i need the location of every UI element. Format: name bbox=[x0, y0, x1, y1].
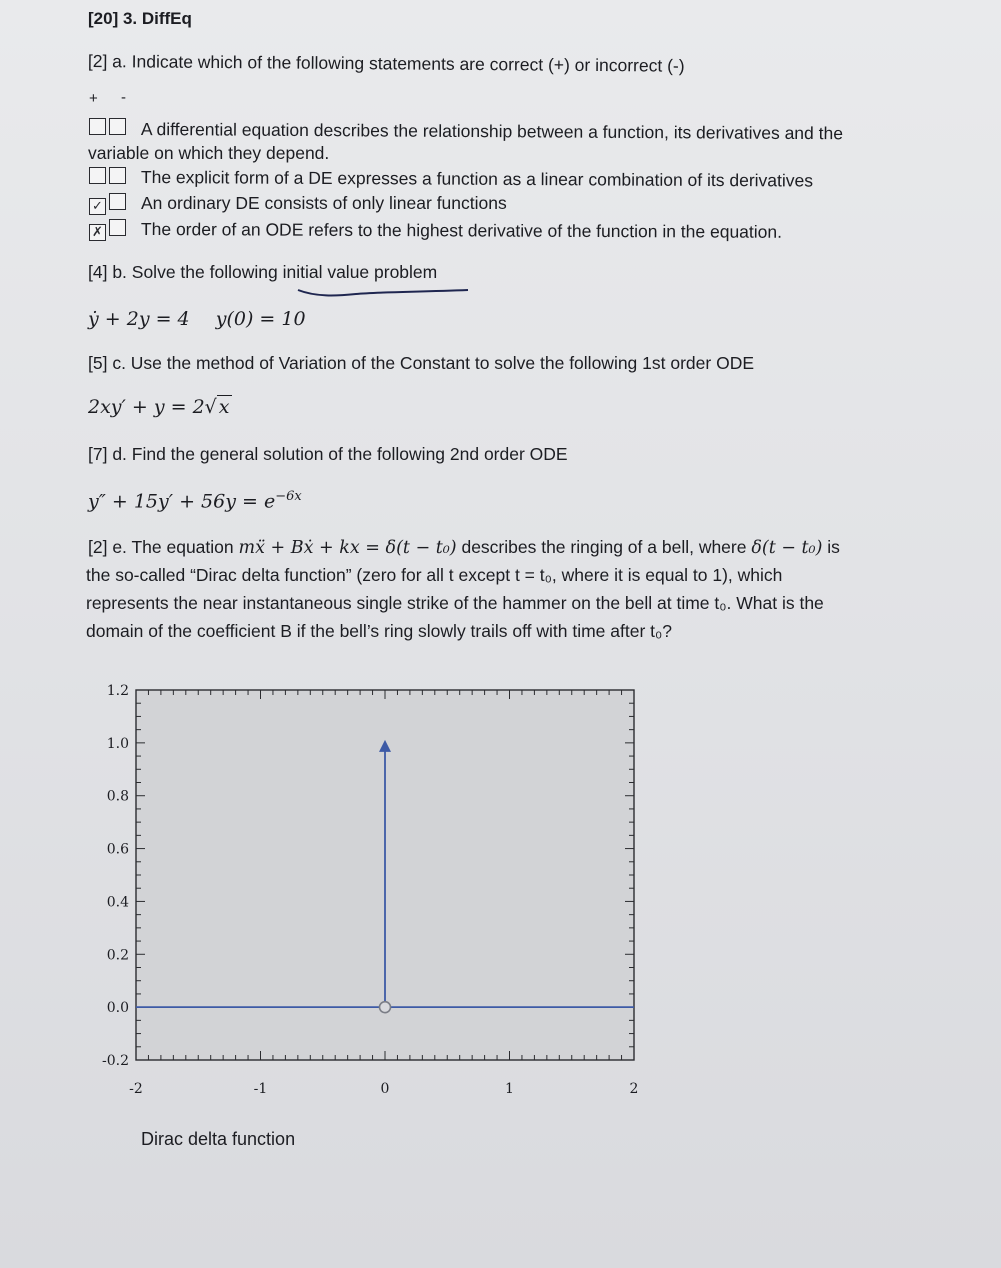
part-b-ode: ẏ + 2y = 4 bbox=[88, 308, 190, 330]
y-tick-label: 0.4 bbox=[106, 894, 129, 911]
statement-3-text: An ordinary DE consists of only linear functions bbox=[141, 193, 507, 213]
sqrt-symbol: √ bbox=[204, 396, 217, 418]
x-tick-label: -1 bbox=[253, 1081, 268, 1097]
statement-4-plus-checkbox[interactable]: ✗ bbox=[89, 224, 106, 241]
part-e-line-1-pre: [2] e. The equation bbox=[88, 537, 239, 557]
part-b-prompt-underlined: initial value problem bbox=[282, 262, 438, 282]
y-tick-label: 0.8 bbox=[106, 788, 129, 805]
part-e-line-4: domain of the coefficient B if the bell’s ring slowly trails off with time after t₀? bbox=[86, 621, 673, 641]
part-e-line-2: the so-called “Dirac delta function” (zero for all t except t = t₀, where it is equal to 1), which bbox=[86, 565, 783, 585]
statement-3-plus-checkbox[interactable]: ✓ bbox=[89, 198, 106, 215]
part-e-line-1-mid: describes the ringing of a bell, where bbox=[456, 537, 752, 557]
series-impulse-arrowhead bbox=[379, 740, 391, 752]
part-d-exponent: −6x bbox=[275, 489, 302, 504]
part-d-equation-base: y″ + 15y′ + 56y = e bbox=[88, 490, 276, 513]
series-impulse-origin-marker bbox=[380, 1002, 391, 1013]
part-e-delta: δ(t − t₀) bbox=[751, 538, 823, 558]
part-a-prompt: [2] a. Indicate which of the following statements are correct (+) or incorrect (-) bbox=[87, 50, 685, 76]
y-tick-label: 1.2 bbox=[106, 683, 129, 699]
x-tick-label: 2 bbox=[629, 1081, 639, 1097]
statement-1-text: A differential equation describes the relationship between a function, its derivatives and the bbox=[140, 118, 844, 144]
part-d-prompt: [7] d. Find the general solution of the following 2nd order ODE bbox=[88, 444, 568, 464]
part-c-radicand: x bbox=[218, 396, 230, 418]
part-e-line-3: represents the near instantaneous single strike of the hammer on the bell at time t₀. What is the bbox=[86, 593, 824, 613]
part-c-equation-lhs: 2xy′ + y = 2 bbox=[88, 396, 205, 418]
x-tick-label: 1 bbox=[505, 1081, 514, 1097]
chart-caption: Dirac delta function bbox=[141, 1129, 296, 1149]
y-tick-label: 0.2 bbox=[106, 947, 129, 964]
y-tick-label: -0.2 bbox=[102, 1053, 129, 1069]
part-b-initial-condition: y(0) = 10 bbox=[215, 308, 306, 330]
section-title: [20] 3. DiffEq bbox=[88, 9, 192, 28]
statement-4-text: The order of an ODE refers to the highest derivative of the function in the equation. bbox=[140, 218, 783, 242]
plus-column-header: + bbox=[89, 90, 98, 107]
y-tick-label: 0.0 bbox=[106, 1000, 129, 1017]
statement-2-text: The explicit form of a DE expresses a function as a linear combination of its derivatives bbox=[140, 166, 814, 191]
part-c-prompt: [5] c. Use the method of Variation of the Constant to solve the following 1st order ODE bbox=[88, 353, 754, 373]
part-e-line-1-post: is bbox=[822, 537, 840, 557]
minus-column-header: - bbox=[121, 89, 126, 106]
y-tick-label: 0.6 bbox=[106, 841, 129, 858]
part-b-prompt-text: [4] b. Solve the following bbox=[88, 262, 278, 282]
y-tick-label: 1.0 bbox=[106, 735, 129, 752]
statement-1-text-cont: variable on which they depend. bbox=[88, 143, 330, 163]
x-tick-label: 0 bbox=[380, 1081, 390, 1097]
part-e-equation: mẍ + Bẋ + kx = δ(t − t₀) bbox=[238, 538, 457, 558]
x-tick-label: -2 bbox=[129, 1081, 143, 1097]
